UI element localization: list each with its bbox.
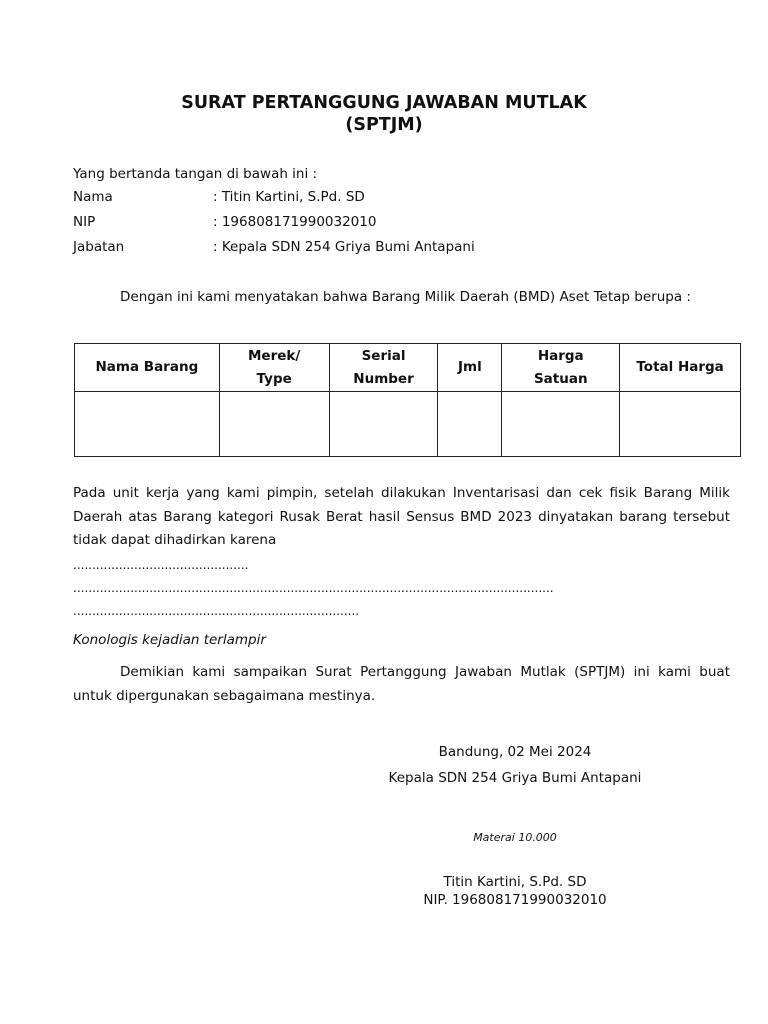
title-line-1: SURAT PERTANGGUNG JAWABAN MUTLAK: [181, 93, 587, 113]
field-nip-value: : 196808171990032010: [213, 214, 377, 230]
inventory-paragraph: Pada unit kerja yang kami pimpin, setelah dilakukan Inventarisasi dan cek fisik Barang Milik Daerah atas Barang kategori Rusak Berat hasil Sensus BMD 2023 dinyatakan barang tersebut tidak dapat dihadirkan karena: [73, 485, 730, 548]
signer-position: Kepala SDN 254 Griya Bumi Antapani: [388, 770, 642, 786]
cell-nama-barang: [75, 392, 220, 457]
cell-merek-type: [219, 392, 329, 457]
header-nama-barang: Nama Barang: [75, 344, 220, 392]
reason-dots-2: ..............................................................................................................................: [73, 581, 554, 595]
place-date: Bandung, 02 Mei 2024: [438, 744, 592, 760]
table-header-row: [75, 344, 741, 392]
cell-total-harga: [620, 392, 741, 457]
field-nama-label: Nama: [73, 189, 113, 205]
signer-nip: NIP. 196808171990032010: [423, 892, 607, 908]
header-jml: Jml: [438, 344, 502, 392]
field-jabatan-label: Jabatan: [73, 239, 125, 255]
header-serial-number: Serial Number: [329, 344, 438, 392]
cell-jml: [438, 392, 502, 457]
title-line-2: (SPTJM): [345, 115, 423, 135]
table-row: [75, 392, 741, 457]
header-merek-type: Merek/ Type: [219, 344, 329, 392]
reason-dots-3: ...........................................................................: [73, 604, 360, 618]
field-nama: [73, 187, 365, 207]
field-nip: [73, 212, 376, 232]
document-title: [0, 92, 768, 136]
signer-name: Titin Kartini, S.Pd. SD: [443, 874, 587, 890]
asset-table: [74, 343, 741, 457]
cell-harga-satuan: [502, 392, 620, 457]
intro-text: Yang bertanda tangan di bawah ini :: [73, 166, 318, 182]
chronology-note: Konologis kejadian terlampir: [73, 632, 266, 648]
cell-serial-number: [329, 392, 438, 457]
field-jabatan: [73, 237, 475, 257]
statement-paragraph: Dengan ini kami menyatakan bahwa Barang Milik Daerah (BMD) Aset Tetap berupa :: [120, 289, 691, 305]
field-nip-label: NIP: [73, 214, 96, 230]
header-harga-satuan: Harga Satuan: [502, 344, 620, 392]
header-total-harga: Total Harga: [620, 344, 741, 392]
field-nama-value: : Titin Kartini, S.Pd. SD: [213, 189, 365, 205]
field-jabatan-value: : Kepala SDN 254 Griya Bumi Antapani: [213, 239, 475, 255]
stamp-note: Materai 10.000: [473, 831, 557, 844]
reason-dots-1: ..............................................: [73, 558, 249, 572]
closing-paragraph: Demikian kami sampaikan Surat Pertanggung Jawaban Mutlak (SPTJM) ini kami buat untuk dipergunakan sebagaimana mestinya.: [73, 664, 730, 704]
